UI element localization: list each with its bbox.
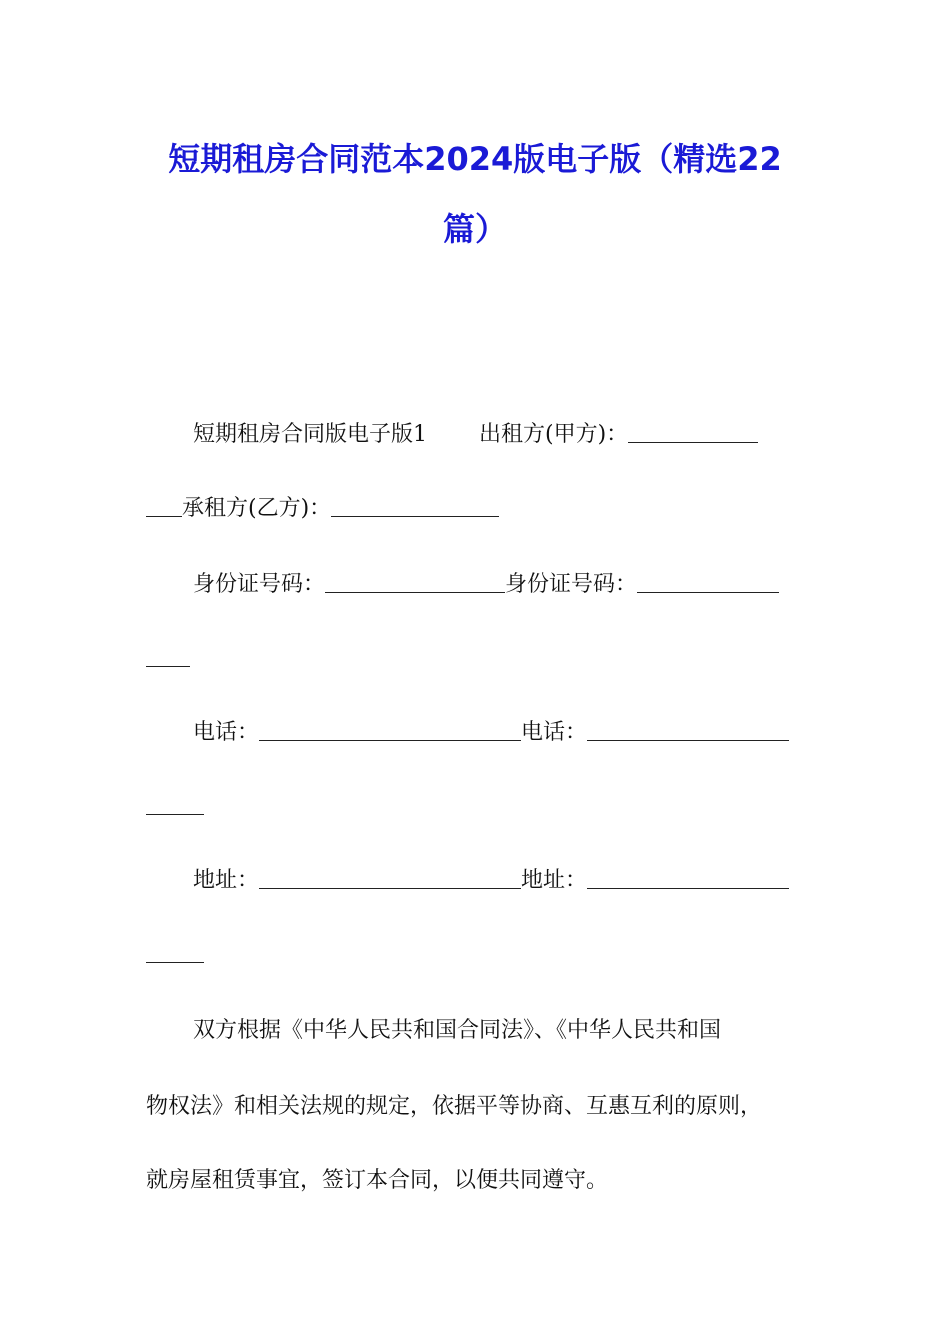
address-continued — [146, 940, 204, 970]
phone-blank-lessee — [587, 718, 789, 741]
id-label-lessee: 身份证号码： — [505, 572, 638, 597]
paragraph-line-1: 双方根据《中华人民共和国合同法》、《中华人民共和国 — [193, 1018, 722, 1043]
id-number-line — [193, 570, 779, 600]
paragraph-line-2: 物权法》和相关法规的规定，依据平等协商、互惠互利的原则， — [146, 1094, 763, 1119]
lessee-label: 承租方(乙方)： — [182, 496, 332, 521]
phone-line — [193, 718, 789, 748]
lessor-blank-continued — [146, 494, 182, 517]
lessee-line — [146, 494, 499, 524]
paragraph-line-3: 就房屋租赁事宜，签订本合同，以便共同遵守。 — [146, 1168, 609, 1193]
phone-blank-lessee-continued — [146, 792, 204, 815]
contract-heading: 短期租房合同版电子版1 — [193, 422, 427, 447]
phone-continued — [146, 792, 204, 822]
id-blank-lessee-continued — [146, 644, 190, 667]
phone-label-lessee: 电话： — [521, 720, 588, 745]
address-blank-lessor — [259, 866, 521, 889]
id-number-continued — [146, 644, 190, 674]
address-blank-lessee-continued — [146, 940, 204, 963]
address-blank-lessee — [587, 866, 789, 889]
address-line — [193, 866, 789, 896]
address-label-lessor: 地址： — [193, 868, 260, 893]
phone-label-lessor: 电话： — [193, 720, 260, 745]
lessor-label: 出租方(甲方)： — [479, 422, 629, 447]
address-label-lessee: 地址： — [521, 868, 588, 893]
id-blank-lessor — [325, 570, 505, 593]
document-title-line-2: 篇） — [442, 210, 507, 248]
lessee-blank — [331, 494, 499, 517]
contract-heading-line — [193, 420, 758, 450]
lessor-blank — [628, 420, 758, 443]
id-label-lessor: 身份证号码： — [193, 572, 326, 597]
phone-blank-lessor — [259, 718, 521, 741]
id-blank-lessee — [637, 570, 779, 593]
document-title-line-1: 短期租房合同范本2024版电子版（精选22 — [168, 140, 782, 178]
